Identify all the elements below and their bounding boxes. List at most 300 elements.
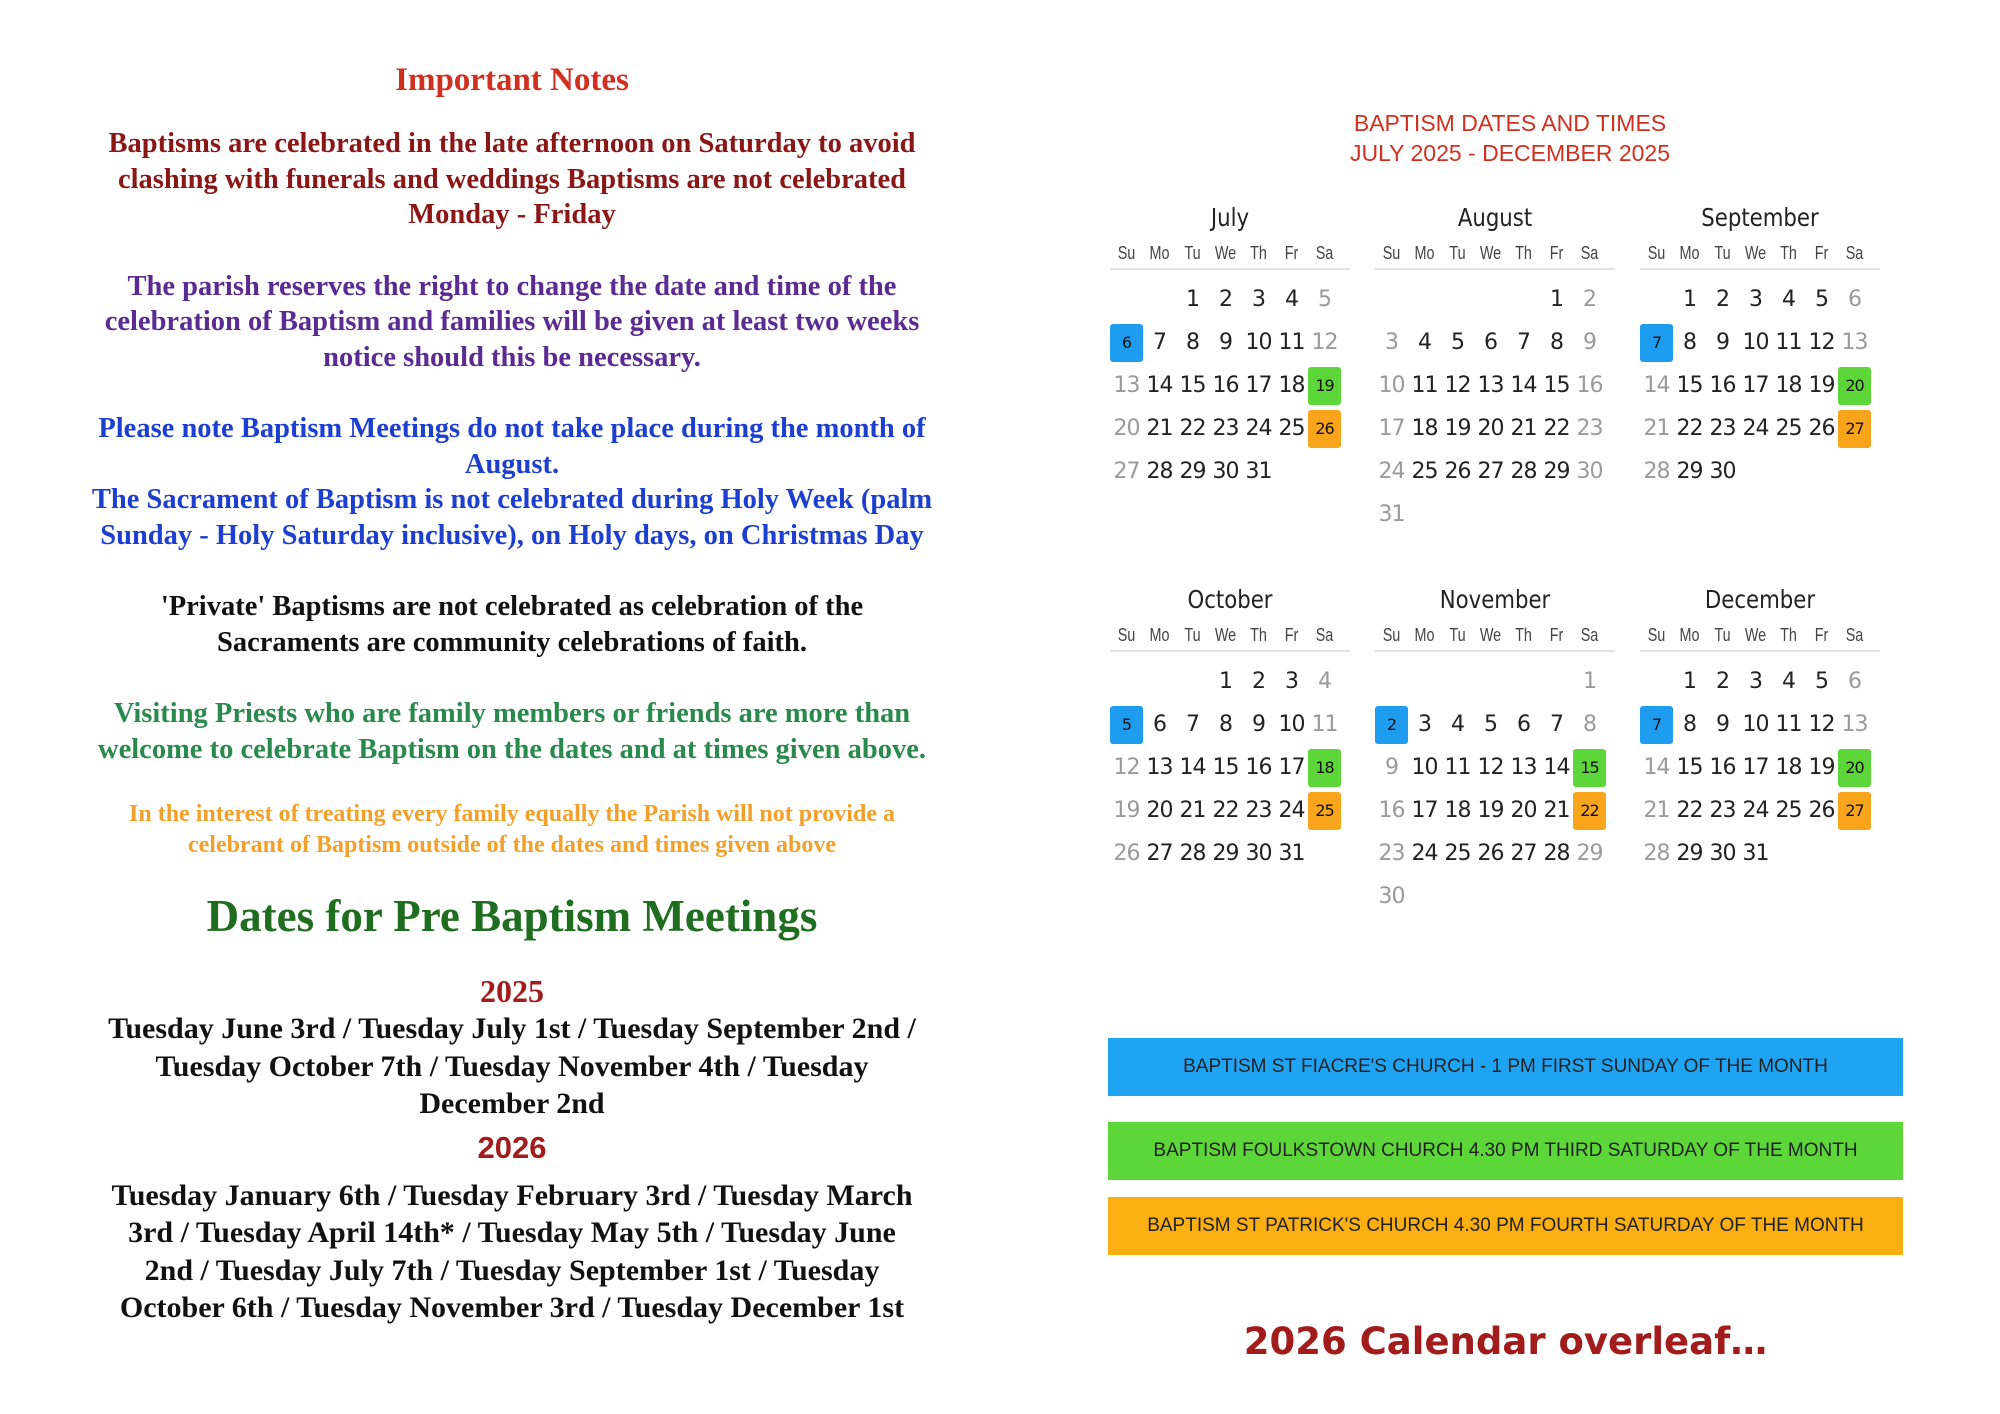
baptism-day-orange: 27 xyxy=(1838,410,1871,448)
day: 23 xyxy=(1245,798,1272,823)
day: 24 xyxy=(1742,798,1769,823)
day: 3 xyxy=(1252,287,1265,312)
meeting-dates-line: 3rd / Tuesday April 14th* / Tuesday May 5th / Tuesday June xyxy=(128,1216,896,1249)
weekday-header xyxy=(1640,238,1880,270)
baptism-day-green: 20 xyxy=(1838,367,1871,405)
day: 14 xyxy=(1543,755,1570,780)
day: 22 xyxy=(1212,798,1239,823)
day: 7 xyxy=(1153,330,1166,355)
weekday-label: Mo xyxy=(1414,243,1435,263)
day: 3 xyxy=(1418,712,1431,737)
day: 30 xyxy=(1709,459,1736,484)
weekday-label: Fr xyxy=(1284,243,1299,263)
day: 24 xyxy=(1278,798,1305,823)
note-line: Please note Baptism Meetings do not take place during the month of xyxy=(98,413,926,444)
day: 11 xyxy=(1311,712,1338,737)
day: 30 xyxy=(1212,459,1239,484)
note-private-baptisms xyxy=(40,589,984,660)
weekday-label: Fr xyxy=(1549,625,1564,645)
day: 25 xyxy=(1278,416,1305,441)
legend-foulkstown: BAPTISM FOULKSTOWN CHURCH 4.30 PM THIRD SATURDAY OF THE MONTH xyxy=(1108,1122,1903,1180)
day: 6 xyxy=(1848,287,1861,312)
meeting-dates-line: December 2nd xyxy=(419,1087,605,1120)
day: 4 xyxy=(1782,287,1795,312)
day: 9 xyxy=(1716,330,1729,355)
day: 22 xyxy=(1179,416,1206,441)
month-august xyxy=(1375,198,1615,582)
day: 23 xyxy=(1212,416,1239,441)
baptism-day-green: 20 xyxy=(1838,749,1871,787)
empty-day xyxy=(1474,660,1507,703)
day: 6 xyxy=(1848,669,1861,694)
day: 30 xyxy=(1245,841,1272,866)
month-september xyxy=(1640,198,1880,582)
day: 4 xyxy=(1318,669,1331,694)
day: 11 xyxy=(1775,712,1802,737)
day: 14 xyxy=(1146,373,1173,398)
day: 25 xyxy=(1775,416,1802,441)
day: 13 xyxy=(1146,755,1173,780)
day: 26 xyxy=(1808,798,1835,823)
empty-day xyxy=(1110,278,1143,321)
day: 16 xyxy=(1576,373,1603,398)
day: 6 xyxy=(1153,712,1166,737)
day: 15 xyxy=(1543,373,1570,398)
day: 7 xyxy=(1186,712,1199,737)
day: 7 xyxy=(1517,330,1530,355)
meeting-dates-line: October 6th / Tuesday November 3rd / Tuesday December 1st xyxy=(119,1291,905,1324)
calendar-subtitle: JULY 2025 - DECEMBER 2025 xyxy=(1349,140,1671,166)
meetings-dates-2025 xyxy=(40,1010,984,1123)
day: 19 xyxy=(1808,755,1835,780)
meeting-dates-line: 2nd / Tuesday July 7th / Tuesday September 1st / Tuesday xyxy=(144,1253,880,1287)
note-line: The parish reserves the right to change the date and time of the xyxy=(127,270,897,302)
day: 5 xyxy=(1484,712,1497,737)
day: 2 xyxy=(1583,287,1596,312)
weekday-label: Tu xyxy=(1449,243,1466,263)
note-line: Sunday - Holy Saturday inclusive), on Holy days, on Christmas Day xyxy=(100,519,924,551)
day: 30 xyxy=(1378,884,1405,909)
day: 1 xyxy=(1219,669,1232,694)
empty-day xyxy=(1507,660,1540,703)
meeting-dates-line: Tuesday January 6th / Tuesday February 3rd / Tuesday March xyxy=(111,1178,913,1212)
note-saturday-afternoon xyxy=(40,126,984,233)
day: 24 xyxy=(1378,459,1405,484)
day: 10 xyxy=(1742,712,1769,737)
day: 13 xyxy=(1841,712,1868,737)
day: 11 xyxy=(1444,755,1471,780)
weekday-label: Sa xyxy=(1315,243,1334,263)
empty-day xyxy=(1474,278,1507,321)
day: 2 xyxy=(1219,287,1232,312)
day: 28 xyxy=(1510,459,1537,484)
weekday-header xyxy=(1110,238,1350,270)
calendar-title: BAPTISM DATES AND TIMES xyxy=(1353,110,1667,136)
baptism-day-blue: 5 xyxy=(1110,706,1143,744)
day: 11 xyxy=(1278,330,1305,355)
weekday-label: Th xyxy=(1515,243,1532,263)
day: 4 xyxy=(1285,287,1298,312)
month-name: October xyxy=(1187,585,1273,614)
day: 16 xyxy=(1212,373,1239,398)
empty-day xyxy=(1375,278,1408,321)
empty-day xyxy=(1176,660,1209,703)
weekday-label: Mo xyxy=(1679,243,1700,263)
weekday-label: Mo xyxy=(1679,625,1700,645)
calendar-column xyxy=(1110,108,1910,909)
day: 20 xyxy=(1510,798,1537,823)
weekday-header xyxy=(1110,620,1350,652)
overleaf-note: 2026 Calendar overleaf… xyxy=(1243,1320,1768,1363)
day: 27 xyxy=(1477,459,1504,484)
baptism-day-orange: 26 xyxy=(1308,410,1341,448)
weekday-label: Sa xyxy=(1845,243,1864,263)
day: 13 xyxy=(1477,373,1504,398)
day: 30 xyxy=(1709,841,1736,866)
meeting-dates-line: Tuesday October 7th / Tuesday November 4th / Tuesday xyxy=(155,1049,869,1083)
note-line: Visiting Priests who are family members or friends are more than xyxy=(113,698,911,729)
month-name: July xyxy=(1210,203,1250,232)
day: 18 xyxy=(1278,373,1305,398)
note-line: notice should this be necessary. xyxy=(323,341,701,373)
day: 10 xyxy=(1742,330,1769,355)
empty-day xyxy=(1143,660,1176,703)
day: 16 xyxy=(1378,798,1405,823)
weekday-label: Tu xyxy=(1449,625,1466,645)
baptism-day-green: 15 xyxy=(1573,749,1606,787)
day: 14 xyxy=(1643,755,1670,780)
day-grid xyxy=(1110,278,1350,493)
day: 5 xyxy=(1815,287,1828,312)
day: 29 xyxy=(1179,459,1206,484)
weekday-label: We xyxy=(1479,625,1502,645)
day: 16 xyxy=(1709,755,1736,780)
day: 12 xyxy=(1477,755,1504,780)
day: 22 xyxy=(1676,416,1703,441)
meetings-title: Dates for Pre Baptism Meetings xyxy=(206,891,818,941)
day: 15 xyxy=(1179,373,1206,398)
empty-day xyxy=(1640,278,1673,321)
day: 26 xyxy=(1477,841,1504,866)
day: 12 xyxy=(1808,330,1835,355)
day: 2 xyxy=(1716,669,1729,694)
weekday-label: Su xyxy=(1647,243,1666,263)
day: 9 xyxy=(1385,755,1398,780)
baptism-day-blue: 7 xyxy=(1640,324,1673,362)
day: 31 xyxy=(1742,841,1769,866)
day: 1 xyxy=(1683,669,1696,694)
day: 23 xyxy=(1378,841,1405,866)
day: 25 xyxy=(1775,798,1802,823)
day: 26 xyxy=(1444,459,1471,484)
day: 3 xyxy=(1385,330,1398,355)
day: 5 xyxy=(1318,287,1331,312)
day: 23 xyxy=(1709,798,1736,823)
day: 2 xyxy=(1716,287,1729,312)
day: 21 xyxy=(1643,416,1670,441)
empty-day xyxy=(1408,278,1441,321)
day: 9 xyxy=(1252,712,1265,737)
day: 24 xyxy=(1742,416,1769,441)
note-right-to-change xyxy=(40,269,984,376)
day: 8 xyxy=(1683,712,1696,737)
weekday-label: Mo xyxy=(1149,243,1170,263)
day: 1 xyxy=(1186,287,1199,312)
day: 8 xyxy=(1219,712,1232,737)
day: 17 xyxy=(1411,798,1438,823)
day: 8 xyxy=(1186,330,1199,355)
day: 19 xyxy=(1113,798,1140,823)
day: 4 xyxy=(1451,712,1464,737)
day: 27 xyxy=(1510,841,1537,866)
day: 10 xyxy=(1245,330,1272,355)
day: 8 xyxy=(1550,330,1563,355)
note-line: celebrant of Baptism outside of the dates and times given above xyxy=(188,831,836,858)
day: 9 xyxy=(1716,712,1729,737)
empty-day xyxy=(1143,278,1176,321)
baptism-day-blue: 7 xyxy=(1640,706,1673,744)
day: 21 xyxy=(1510,416,1537,441)
meeting-dates-line: Tuesday June 3rd / Tuesday July 1st / Tuesday September 2nd / xyxy=(108,1012,916,1045)
day: 13 xyxy=(1841,330,1868,355)
weekday-header xyxy=(1640,620,1880,652)
weekday-label: Fr xyxy=(1549,243,1564,263)
day: 9 xyxy=(1219,330,1232,355)
day: 10 xyxy=(1411,755,1438,780)
month-july xyxy=(1110,198,1350,582)
weekday-label: Th xyxy=(1250,243,1267,263)
day: 2 xyxy=(1252,669,1265,694)
baptism-day-orange: 27 xyxy=(1838,792,1871,830)
weekday-label: Su xyxy=(1382,243,1401,263)
day: 28 xyxy=(1643,841,1670,866)
day-grid xyxy=(1640,660,1880,875)
note-visiting-priests xyxy=(40,696,984,767)
legend-st-patricks: BAPTISM ST PATRICK'S CHURCH 4.30 PM FOURTH SATURDAY OF THE MONTH xyxy=(1108,1197,1903,1255)
day: 29 xyxy=(1676,459,1703,484)
day: 14 xyxy=(1179,755,1206,780)
legend-st-fiacres: BAPTISM ST FIACRE'S CHURCH - 1 PM FIRST SUNDAY OF THE MONTH xyxy=(1108,1038,1903,1096)
baptism-day-green: 18 xyxy=(1308,749,1341,787)
day: 29 xyxy=(1676,841,1703,866)
note-line: welcome to celebrate Baptism on the dates and at times given above. xyxy=(98,733,926,765)
meetings-dates-2026 xyxy=(40,1177,984,1327)
day: 18 xyxy=(1775,373,1802,398)
day: 7 xyxy=(1550,712,1563,737)
baptism-day-blue: 6 xyxy=(1110,324,1143,362)
weekday-header xyxy=(1375,238,1615,270)
weekday-label: Fr xyxy=(1814,243,1829,263)
day: 27 xyxy=(1146,841,1173,866)
meetings-year-2025: 2025 xyxy=(480,973,544,1009)
empty-day xyxy=(1540,660,1573,703)
month-name: December xyxy=(1704,585,1816,614)
day: 16 xyxy=(1245,755,1272,780)
weekday-label: We xyxy=(1744,625,1767,645)
weekday-label: We xyxy=(1214,625,1237,645)
month-name: August xyxy=(1457,203,1533,232)
day: 21 xyxy=(1543,798,1570,823)
baptism-day-green: 19 xyxy=(1308,367,1341,405)
day: 4 xyxy=(1782,669,1795,694)
day: 25 xyxy=(1411,459,1438,484)
day: 13 xyxy=(1113,373,1140,398)
empty-day xyxy=(1507,278,1540,321)
day: 20 xyxy=(1113,416,1140,441)
day: 29 xyxy=(1576,841,1603,866)
day: 6 xyxy=(1484,330,1497,355)
note-equal-treatment xyxy=(40,799,984,860)
day-grid xyxy=(1110,660,1350,875)
day: 12 xyxy=(1808,712,1835,737)
day: 10 xyxy=(1278,712,1305,737)
day-grid xyxy=(1375,278,1615,536)
note-line: 'Private' Baptisms are not celebrated as celebration of the xyxy=(160,591,864,622)
weekday-label: Su xyxy=(1117,625,1136,645)
baptism-day-orange: 25 xyxy=(1308,792,1341,830)
day: 15 xyxy=(1676,755,1703,780)
day: 14 xyxy=(1510,373,1537,398)
day: 10 xyxy=(1378,373,1405,398)
note-line: Monday - Friday xyxy=(408,199,616,230)
day: 12 xyxy=(1113,755,1140,780)
empty-day xyxy=(1441,660,1474,703)
day: 1 xyxy=(1550,287,1563,312)
weekday-label: We xyxy=(1744,243,1767,263)
day: 28 xyxy=(1643,459,1670,484)
day: 9 xyxy=(1583,330,1596,355)
note-line: celebration of Baptism and families will be given at least two weeks xyxy=(104,306,920,337)
weekday-label: Mo xyxy=(1414,625,1435,645)
baptism-day-blue: 2 xyxy=(1375,706,1408,744)
day: 14 xyxy=(1643,373,1670,398)
empty-day xyxy=(1110,660,1143,703)
day: 1 xyxy=(1683,287,1696,312)
day: 17 xyxy=(1278,755,1305,780)
day: 22 xyxy=(1543,416,1570,441)
day: 12 xyxy=(1444,373,1471,398)
note-line: August. xyxy=(464,448,560,480)
weekday-label: Th xyxy=(1780,625,1797,645)
day: 17 xyxy=(1742,755,1769,780)
weekday-label: Tu xyxy=(1714,243,1731,263)
day: 3 xyxy=(1285,669,1298,694)
day: 23 xyxy=(1576,416,1603,441)
day: 13 xyxy=(1510,755,1537,780)
day: 11 xyxy=(1775,330,1802,355)
day: 23 xyxy=(1709,416,1736,441)
day: 24 xyxy=(1245,416,1272,441)
weekday-label: Su xyxy=(1647,625,1666,645)
note-line: In the interest of treating every family equally the Parish will not provide a xyxy=(129,801,895,827)
weekday-label: Su xyxy=(1382,625,1401,645)
note-line: The Sacrament of Baptism is not celebrated during Holy Week (palm xyxy=(91,484,933,515)
month-name: September xyxy=(1701,203,1819,232)
day: 12 xyxy=(1311,330,1338,355)
day: 29 xyxy=(1543,459,1570,484)
day: 1 xyxy=(1583,669,1596,694)
day: 21 xyxy=(1179,798,1206,823)
day: 3 xyxy=(1749,669,1762,694)
day: 19 xyxy=(1808,373,1835,398)
month-name: November xyxy=(1439,585,1551,614)
day: 30 xyxy=(1576,459,1603,484)
day: 5 xyxy=(1451,330,1464,355)
day-grid xyxy=(1375,660,1615,918)
weekday-label: Sa xyxy=(1580,625,1599,645)
day: 17 xyxy=(1742,373,1769,398)
weekday-label: Th xyxy=(1250,625,1267,645)
baptism-day-orange: 22 xyxy=(1573,792,1606,830)
month-november xyxy=(1375,580,1615,918)
day: 25 xyxy=(1444,841,1471,866)
day: 19 xyxy=(1477,798,1504,823)
empty-day xyxy=(1640,660,1673,703)
day: 27 xyxy=(1113,459,1140,484)
important-notes-title: Important Notes xyxy=(395,62,629,98)
weekday-label: Sa xyxy=(1580,243,1599,263)
day: 28 xyxy=(1543,841,1570,866)
day: 26 xyxy=(1808,416,1835,441)
note-line: Baptisms are celebrated in the late afternoon on Saturday to avoid xyxy=(108,128,916,159)
meetings-year-2026: 2026 xyxy=(477,1129,547,1165)
day: 16 xyxy=(1709,373,1736,398)
weekday-label: Sa xyxy=(1315,625,1334,645)
day: 31 xyxy=(1278,841,1305,866)
day: 15 xyxy=(1212,755,1239,780)
weekday-label: Fr xyxy=(1814,625,1829,645)
day: 20 xyxy=(1477,416,1504,441)
note-line: Sacraments are community celebrations of faith. xyxy=(217,626,807,658)
day: 19 xyxy=(1444,416,1471,441)
day: 28 xyxy=(1146,459,1173,484)
weekday-label: Tu xyxy=(1184,625,1201,645)
weekday-label: Su xyxy=(1117,243,1136,263)
day: 11 xyxy=(1411,373,1438,398)
day: 24 xyxy=(1411,841,1438,866)
weekday-label: We xyxy=(1214,243,1237,263)
month-december xyxy=(1640,580,1880,918)
weekday-label: Tu xyxy=(1714,625,1731,645)
day: 31 xyxy=(1245,459,1272,484)
day: 31 xyxy=(1378,502,1405,527)
important-notes-column xyxy=(40,58,984,1333)
day-grid xyxy=(1640,278,1880,493)
day: 18 xyxy=(1444,798,1471,823)
day: 22 xyxy=(1676,798,1703,823)
note-august-holy-week xyxy=(40,411,984,553)
day: 5 xyxy=(1815,669,1828,694)
day: 15 xyxy=(1676,373,1703,398)
weekday-label: Mo xyxy=(1149,625,1170,645)
day: 26 xyxy=(1113,841,1140,866)
month-calendars xyxy=(1110,198,1920,918)
day: 20 xyxy=(1146,798,1173,823)
day: 17 xyxy=(1245,373,1272,398)
weekday-label: Tu xyxy=(1184,243,1201,263)
day: 3 xyxy=(1749,287,1762,312)
note-line: clashing with funerals and weddings Baptisms are not celebrated xyxy=(117,163,907,195)
empty-day xyxy=(1375,660,1408,703)
day: 21 xyxy=(1146,416,1173,441)
weekday-label: Fr xyxy=(1284,625,1299,645)
weekday-label: Sa xyxy=(1845,625,1864,645)
day: 6 xyxy=(1517,712,1530,737)
day: 29 xyxy=(1212,841,1239,866)
empty-day xyxy=(1408,660,1441,703)
month-october xyxy=(1110,580,1350,918)
day: 18 xyxy=(1411,416,1438,441)
